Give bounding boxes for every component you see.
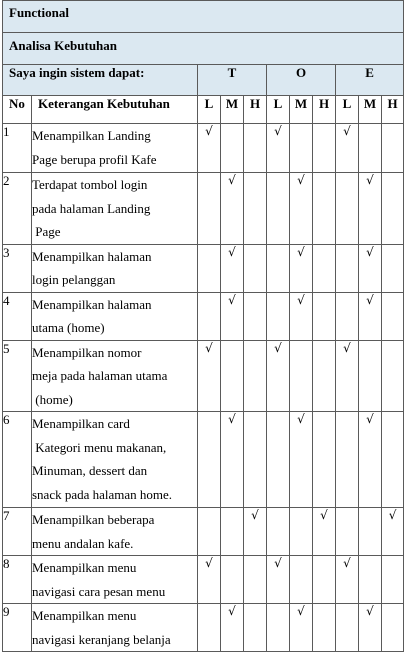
column-header-t-m: M [221,96,244,124]
check-mark-icon: √ [297,292,305,307]
rating-cell-o-h [313,124,336,173]
group-header-e: E [336,65,404,96]
description-line: Menampilkan card [32,416,130,431]
rating-cell-t-l [198,173,221,245]
description-line: Menampilkan nomor [32,344,142,360]
column-header-e-l: L [336,96,359,124]
rating-cell-o-h [313,173,336,245]
title-row [3,1,404,33]
rating-cell-o-h [313,244,336,292]
requirement-description [32,173,198,245]
rating-cell-o-m [290,556,313,604]
rating-cell-t-l [198,412,221,508]
rating-cell-t-h [244,244,267,292]
rating-cell-e-h [382,412,404,508]
check-mark-icon: √ [366,173,374,187]
column-header-row [3,96,404,124]
column-header-no: No [3,96,32,124]
rating-cell-t-l [198,508,221,556]
row-number: 8 [3,556,32,604]
rating-cell-e-l [336,604,359,652]
requirement-description [32,508,198,556]
description-line: Menampilkan halaman [32,296,152,312]
column-header-e-m: M [359,96,382,124]
rating-cell-t-l [198,292,221,340]
column-header-e-h: H [382,96,404,124]
description-line: Menampilkan halaman [32,248,152,264]
rating-cell-o-m [290,508,313,556]
requirement-description [32,340,198,412]
rating-cell-e-l [336,292,359,340]
rating-cell-o-l [267,244,290,292]
rating-cell-o-l [267,604,290,652]
row-number: 6 [3,412,32,508]
rating-cell-e-m [359,556,382,604]
rating-cell-o-h [313,412,336,508]
rating-cell-o-m [290,124,313,173]
rating-cell-t-l [198,556,221,604]
rating-cell-o-l [267,508,290,556]
rating-cell-e-m [359,340,382,412]
table-row [3,124,404,173]
table-title: Functional [9,5,69,20]
rating-cell-o-m [290,173,313,245]
check-mark-icon: √ [388,508,397,522]
check-mark-icon: √ [297,173,305,187]
rating-cell-e-h [382,508,404,556]
rating-cell-t-h [244,556,267,604]
column-header-t-h: H [244,96,267,124]
rating-cell-o-h [313,292,336,340]
rating-cell-t-m [221,508,244,556]
rating-cell-o-l [267,556,290,604]
rating-cell-o-m [290,340,313,412]
check-mark-icon: √ [274,556,282,570]
check-mark-icon: √ [228,244,236,259]
check-mark-icon: √ [297,412,305,426]
check-mark-icon: √ [205,124,213,138]
description-line: login pelanggan [32,272,116,287]
rating-cell-o-m [290,412,313,508]
requirements-table [2,0,404,652]
table-row [3,173,404,245]
rating-cell-o-h [313,604,336,652]
check-mark-icon: √ [366,412,374,426]
row-number: 5 [3,340,32,412]
rating-cell-e-m [359,244,382,292]
rating-cell-e-h [382,556,404,604]
row-number: 4 [3,292,32,340]
rating-cell-t-m [221,173,244,245]
description-line: navigasi cara pesan menu [32,583,166,599]
row-number: 3 [3,244,32,292]
table-row [3,340,404,412]
rating-cell-t-m [221,124,244,173]
group-header-t: T [198,65,267,96]
rating-cell-e-h [382,604,404,652]
requirement-description [32,604,198,652]
table-subtitle: Analisa Kebutuhan [9,38,118,53]
check-mark-icon: √ [366,604,374,618]
rating-cell-e-h [382,173,404,245]
rating-cell-e-l [336,556,359,604]
rating-cell-o-l [267,292,290,340]
check-mark-icon: √ [228,292,236,307]
row-number: 9 [3,604,32,652]
description-line: Menampilkan menu [32,608,137,623]
rating-cell-e-l [336,340,359,412]
check-mark-icon: √ [205,340,213,355]
rating-cell-o-m [290,604,313,652]
column-header-desc: Keterangan Kebutuhan [32,96,198,124]
description-line: Kategori menu makanan, [32,439,167,455]
check-mark-icon: √ [366,292,374,307]
rating-cell-t-m [221,556,244,604]
check-mark-icon: √ [274,340,282,355]
check-mark-icon: √ [228,412,236,426]
rating-cell-e-l [336,124,359,173]
table-row [3,508,404,556]
rating-cell-t-h [244,173,267,245]
requirement-description [32,244,198,292]
table-row [3,556,404,604]
rating-cell-t-l [198,604,221,652]
column-header-o-l: L [267,96,290,124]
rating-cell-o-m [290,244,313,292]
rating-cell-e-m [359,292,382,340]
rating-cell-t-h [244,292,267,340]
rating-cell-e-h [382,340,404,412]
subtitle-row [3,33,404,65]
check-mark-icon: √ [366,244,374,259]
rating-cell-o-m [290,292,313,340]
rating-cell-e-l [336,244,359,292]
rating-cell-e-h [382,244,404,292]
check-mark-icon: √ [228,173,236,187]
rating-cell-o-l [267,124,290,173]
description-line: Minuman, dessert dan [32,463,148,478]
rating-cell-t-m [221,244,244,292]
description-line: Menampilkan beberapa [32,512,155,527]
rating-cell-t-m [221,604,244,652]
rating-cell-t-h [244,124,267,173]
check-mark-icon: √ [274,124,282,138]
rating-cell-e-l [336,412,359,508]
description-line: Menampilkan Landing [32,128,151,143]
table-row [3,604,404,652]
requirement-description [32,556,198,604]
check-mark-icon: √ [297,604,305,618]
rating-cell-t-m [221,412,244,508]
row-number: 7 [3,508,32,556]
row-number: 1 [3,124,32,173]
rating-cell-t-m [221,292,244,340]
description-line: snack pada halaman home. [32,486,173,502]
column-header-o-h: H [313,96,336,124]
table-row [3,412,404,508]
rating-cell-o-l [267,412,290,508]
row-number: 2 [3,173,32,245]
rating-cell-t-l [198,244,221,292]
check-mark-icon: √ [297,244,305,259]
rating-cell-t-l [198,340,221,412]
check-mark-icon: √ [228,604,236,618]
rating-cell-e-m [359,508,382,556]
check-mark-icon: √ [343,340,351,355]
rating-cell-e-l [336,173,359,245]
group-header-o: O [267,65,336,96]
requirement-description [32,124,198,173]
rating-cell-t-l [198,124,221,173]
description-line: Terdapat tombol login [32,177,148,192]
check-mark-icon: √ [320,508,328,522]
description-line: utama (home) [32,320,105,335]
rating-cell-e-h [382,292,404,340]
check-mark-icon: √ [343,556,351,570]
rating-cell-o-h [313,340,336,412]
requirement-description [32,292,198,340]
rating-cell-t-m [221,340,244,412]
description-line: Menampilkan menu [32,560,137,575]
column-header-t-l: L [198,96,221,124]
rating-cell-e-l [336,508,359,556]
group-header-row [3,65,404,96]
check-mark-icon: √ [251,508,259,522]
rating-cell-e-m [359,173,382,245]
rating-cell-o-l [267,340,290,412]
description-line: navigasi keranjang belanja [32,631,171,647]
requirement-description [32,412,198,508]
rating-cell-o-h [313,508,336,556]
rating-cell-e-m [359,604,382,652]
requirements-document [2,0,403,652]
description-line: (home) [32,391,73,407]
column-header-o-m: M [290,96,313,124]
description-line: pada halaman Landing [32,200,151,216]
check-mark-icon: √ [205,556,213,570]
description-line: Page [32,224,61,239]
rating-cell-o-h [313,556,336,604]
rating-cell-e-m [359,124,382,173]
rating-cell-e-m [359,412,382,508]
rating-cell-o-l [267,173,290,245]
description-line: menu andalan kafe. [32,535,134,551]
rating-cell-t-h [244,508,267,556]
table-row [3,292,404,340]
prompt-label: Saya ingin sistem dapat: [3,65,198,96]
description-line: meja pada halaman utama [32,368,168,383]
rating-cell-t-h [244,340,267,412]
check-mark-icon: √ [343,124,351,138]
rating-cell-t-h [244,412,267,508]
description-line: Page berupa profil Kafe [32,151,157,167]
rating-cell-t-h [244,604,267,652]
rating-cell-e-h [382,124,404,173]
table-row [3,244,404,292]
